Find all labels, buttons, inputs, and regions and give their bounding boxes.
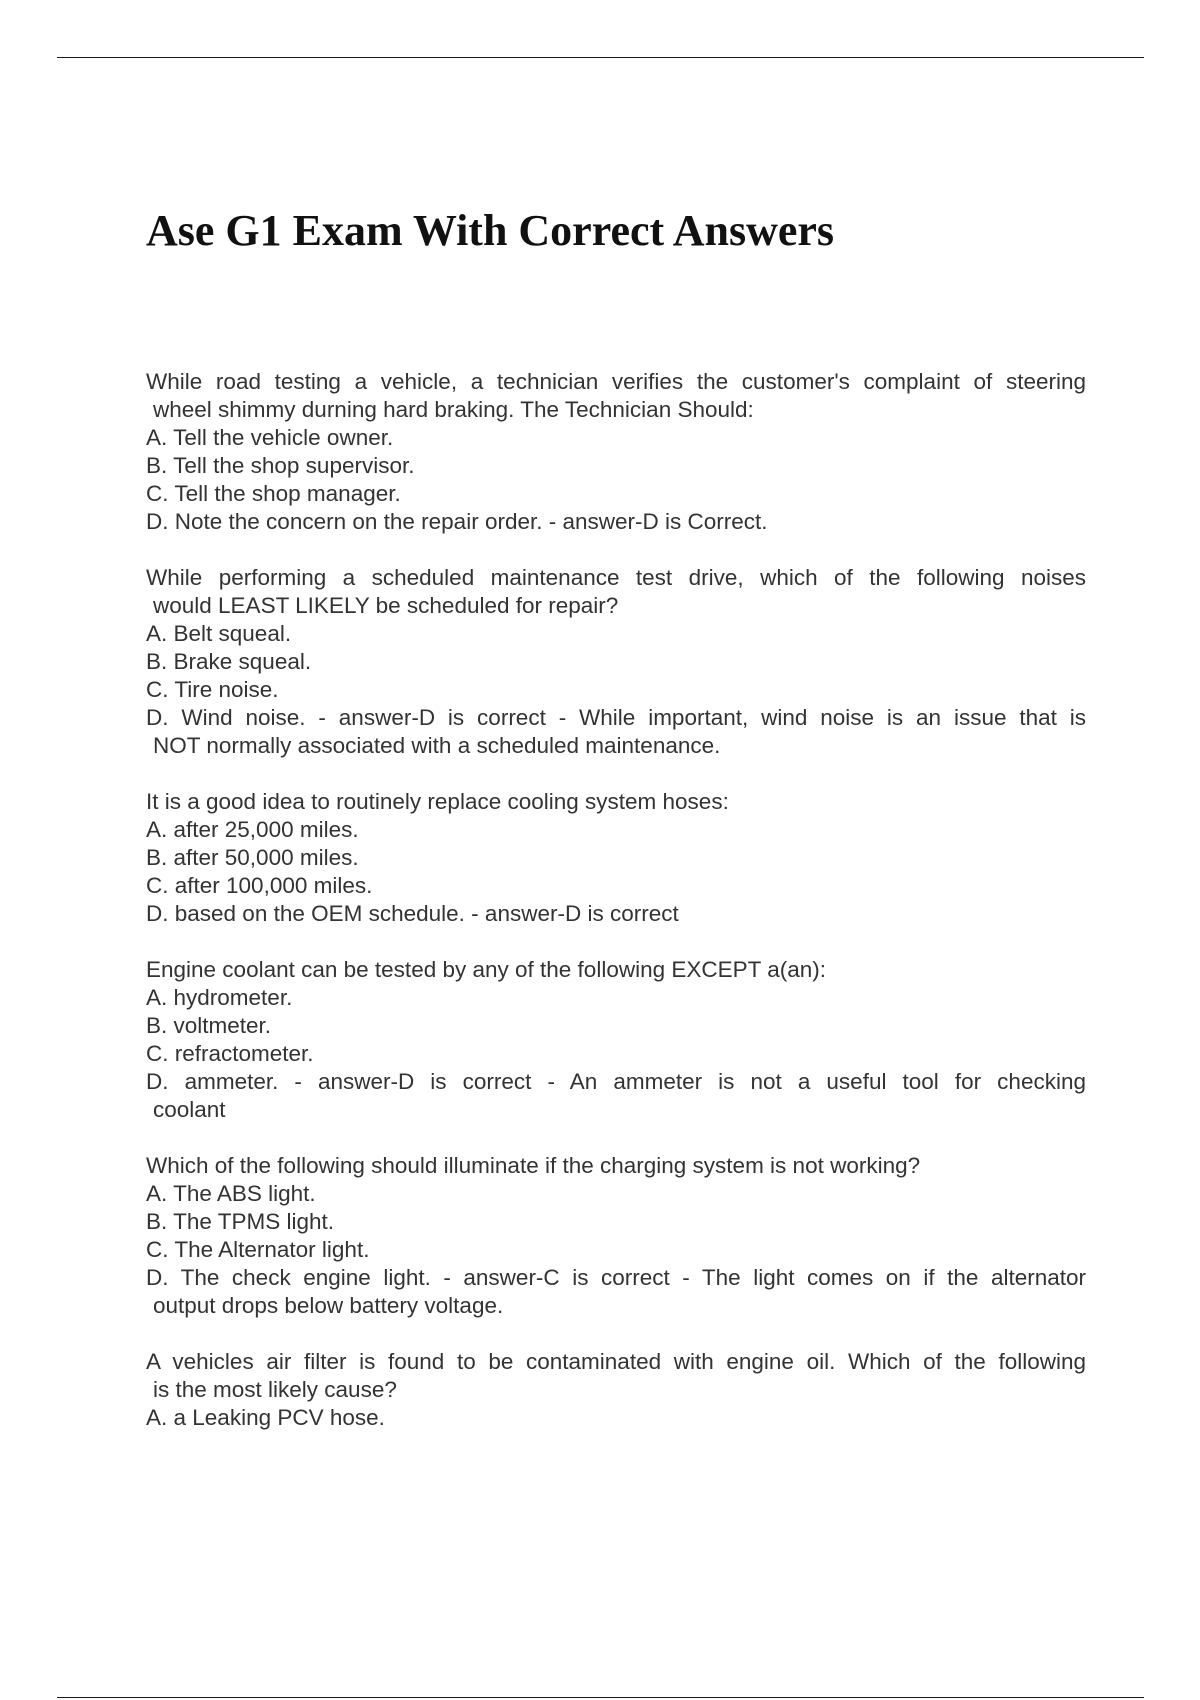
answer-option: C. Tell the shop manager. — [146, 481, 401, 506]
question-stem — [146, 788, 1086, 816]
answer-line: D. Note the concern on the repair order. - answer-D is Correct. — [146, 509, 768, 534]
question-block — [146, 1152, 1086, 1320]
answer-option: A. hydrometer. — [146, 985, 293, 1010]
answer-option-with-answer — [146, 704, 1086, 760]
question-stem-line: is the most likely cause? — [153, 1377, 397, 1402]
question-block — [146, 788, 1086, 928]
answer-option: A. The ABS light. — [146, 1181, 316, 1206]
bottom-rule — [57, 1697, 1144, 1698]
answer-option-with-answer — [146, 1068, 1086, 1124]
answer-option: A. Belt squeal. — [146, 621, 292, 646]
answer-option-with-answer — [146, 508, 1086, 536]
question-stem-line: would LEAST LIKELY be scheduled for repair? — [153, 593, 619, 618]
question-stem — [146, 368, 1086, 424]
question-stem-line: While road testing a vehicle, a technician verifies the customer's complaint of steering — [146, 369, 1086, 394]
question-block — [146, 564, 1086, 760]
answer-option: C. refractometer. — [146, 1041, 314, 1066]
answer-option: B. Tell the shop supervisor. — [146, 453, 415, 478]
question-block — [146, 956, 1086, 1124]
answer-option: A. after 25,000 miles. — [146, 817, 359, 842]
answer-line: D. The check engine light. - answer-C is correct - The light comes on if the alternator — [146, 1265, 1086, 1290]
answer-option: C. The Alternator light. — [146, 1237, 370, 1262]
document-title: Ase G1 Exam With Correct Answers — [146, 206, 835, 255]
question-stem — [146, 956, 1086, 984]
question-stem-line: A vehicles air filter is found to be contaminated with engine oil. Which of the following — [146, 1349, 1086, 1374]
answer-line: D. based on the OEM schedule. - answer-D is correct — [146, 901, 679, 926]
answer-line: D. Wind noise. - answer-D is correct - While important, wind noise is an issue that is — [146, 705, 1086, 730]
question-block — [146, 368, 1086, 536]
answer-line: NOT normally associated with a scheduled maintenance. — [153, 733, 721, 758]
question-block — [146, 1348, 1086, 1432]
question-stem-line: wheel shimmy durning hard braking. The Technician Should: — [153, 397, 754, 422]
answer-option: B. voltmeter. — [146, 1013, 272, 1038]
question-list — [146, 368, 1086, 1460]
answer-option: B. The TPMS light. — [146, 1209, 334, 1234]
answer-option: B. Brake squeal. — [146, 649, 312, 674]
answer-option: C. Tire noise. — [146, 677, 279, 702]
question-stem — [146, 1152, 1086, 1180]
answer-option: C. after 100,000 miles. — [146, 873, 373, 898]
answer-option-with-answer — [146, 900, 1086, 928]
answer-option: A. a Leaking PCV hose. — [146, 1405, 385, 1430]
question-stem — [146, 564, 1086, 620]
question-stem — [146, 1348, 1086, 1404]
answer-option: B. after 50,000 miles. — [146, 845, 359, 870]
answer-line: coolant — [153, 1097, 226, 1122]
answer-line: output drops below battery voltage. — [153, 1293, 504, 1318]
question-stem-line: It is a good idea to routinely replace cooling system hoses: — [146, 789, 729, 814]
answer-option: A. Tell the vehicle owner. — [146, 425, 394, 450]
question-stem-line: While performing a scheduled maintenance test drive, which of the following noises — [146, 565, 1086, 590]
question-stem-line: Engine coolant can be tested by any of the following EXCEPT a(an): — [146, 957, 826, 982]
question-stem-line: Which of the following should illuminate if the charging system is not working? — [146, 1153, 921, 1178]
answer-line: D. ammeter. - answer-D is correct - An ammeter is not a useful tool for checking — [146, 1069, 1086, 1094]
answer-option-with-answer — [146, 1264, 1086, 1320]
top-rule — [57, 57, 1144, 58]
